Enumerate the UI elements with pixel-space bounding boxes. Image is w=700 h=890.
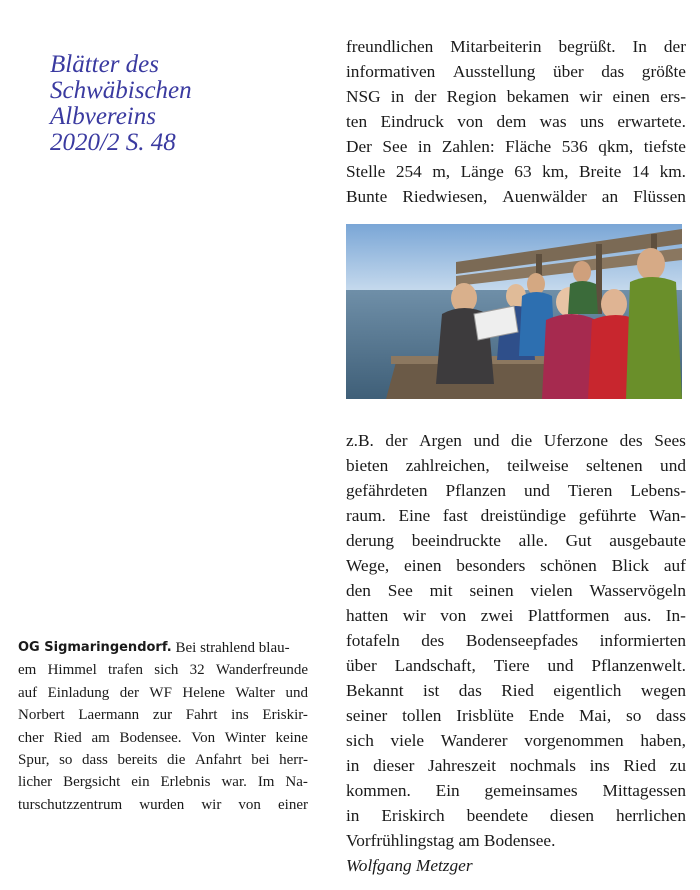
article-line: Bunte Riedwiesen, Auenwälder an Flüssen xyxy=(346,187,686,206)
article-line: cher Ried am Bodensee. Von Winter keine xyxy=(18,729,308,746)
article-column-right-bottom xyxy=(346,428,686,878)
source-note-line: Albvereins xyxy=(50,103,156,130)
article-line: Bekannt ist das Ried eigentlich wegen xyxy=(346,681,686,700)
article-column-left xyxy=(18,637,308,816)
article-line: über Landschaft, Tiere und Pflanzenwelt. xyxy=(346,656,686,675)
source-note xyxy=(50,52,290,156)
article-line: ten Eindruck von dem was uns erwartete. xyxy=(346,112,686,131)
article-line: auf Einladung der WF Helene Walter und xyxy=(18,684,308,701)
article-column-right-top xyxy=(346,34,686,209)
source-note-line: 2020/2 S. 48 xyxy=(50,129,176,156)
article-line-text: Bei strahlend blau- xyxy=(175,640,290,656)
source-note-line: Blätter des xyxy=(50,51,160,78)
article-line: Wege, einen besonders schönen Blick auf xyxy=(346,556,686,575)
article-line: Der See in Zahlen: Fläche 536 qkm, tiefste xyxy=(346,137,686,156)
article-line: Stelle 254 m, Länge 63 km, Breite 14 km. xyxy=(346,162,686,181)
article-line: seiner tollen Irisblüte Ende Mai, so dass xyxy=(346,706,686,725)
article-line: turschutzzentrum wurden wir von einer xyxy=(18,796,308,813)
article-line xyxy=(18,637,308,659)
article-line: kommen. Ein gemeinsames Mittagessen xyxy=(346,781,686,800)
group-photo-image xyxy=(346,224,682,399)
article-line: fotafeln des Bodenseepfades informierten xyxy=(346,631,686,650)
article-line: raum. Eine fast dreistündige geführte Wan- xyxy=(346,506,686,525)
article-line: informativen Ausstellung über das größte xyxy=(346,62,686,81)
article-line: freundlichen Mitarbeiterin begrüßt. In der xyxy=(346,37,686,56)
source-note-line: Schwäbischen xyxy=(50,77,192,104)
article-line: in dieser Jahreszeit nochmals ins Ried zu xyxy=(346,756,686,775)
local-group-name: OG Sigmaringendorf. xyxy=(18,640,172,655)
article-line: Spur, so dass bereits die Anfahrt bei herr- xyxy=(18,752,308,769)
article-line: NSG in der Region bekamen wir einen ers- xyxy=(346,87,686,106)
author-signature: Wolfgang Metzger xyxy=(346,856,473,875)
article-line: bieten zahlreichen, teilweise seltenen und xyxy=(346,456,686,475)
article-line: em Himmel trafen sich 32 Wanderfreunde xyxy=(18,662,308,679)
article-line: Vorfrühlingstag am Bodensee. xyxy=(346,831,556,850)
article-line: derung beeindruckte alle. Gut ausgebaute xyxy=(346,531,686,550)
article-line: licher Bergsicht ein Erlebnis war. Im Na- xyxy=(18,774,308,791)
article-line: hatten wir von zwei Plattformen aus. In- xyxy=(346,606,686,625)
article-line: Norbert Laermann zur Fahrt ins Eriskir- xyxy=(18,707,308,724)
article-line: z.B. der Argen und die Uferzone des Sees xyxy=(346,431,686,450)
article-line: den See mit seinen vielen Wasservögeln xyxy=(346,581,686,600)
article-line: in Eriskirch beendete diesen herrlichen xyxy=(346,806,686,825)
article-line: gefährdeten Pflanzen und Tieren Lebens- xyxy=(346,481,686,500)
article-line: sich viele Wanderer vorgenommen haben, xyxy=(346,731,686,750)
group-photo xyxy=(346,224,682,399)
